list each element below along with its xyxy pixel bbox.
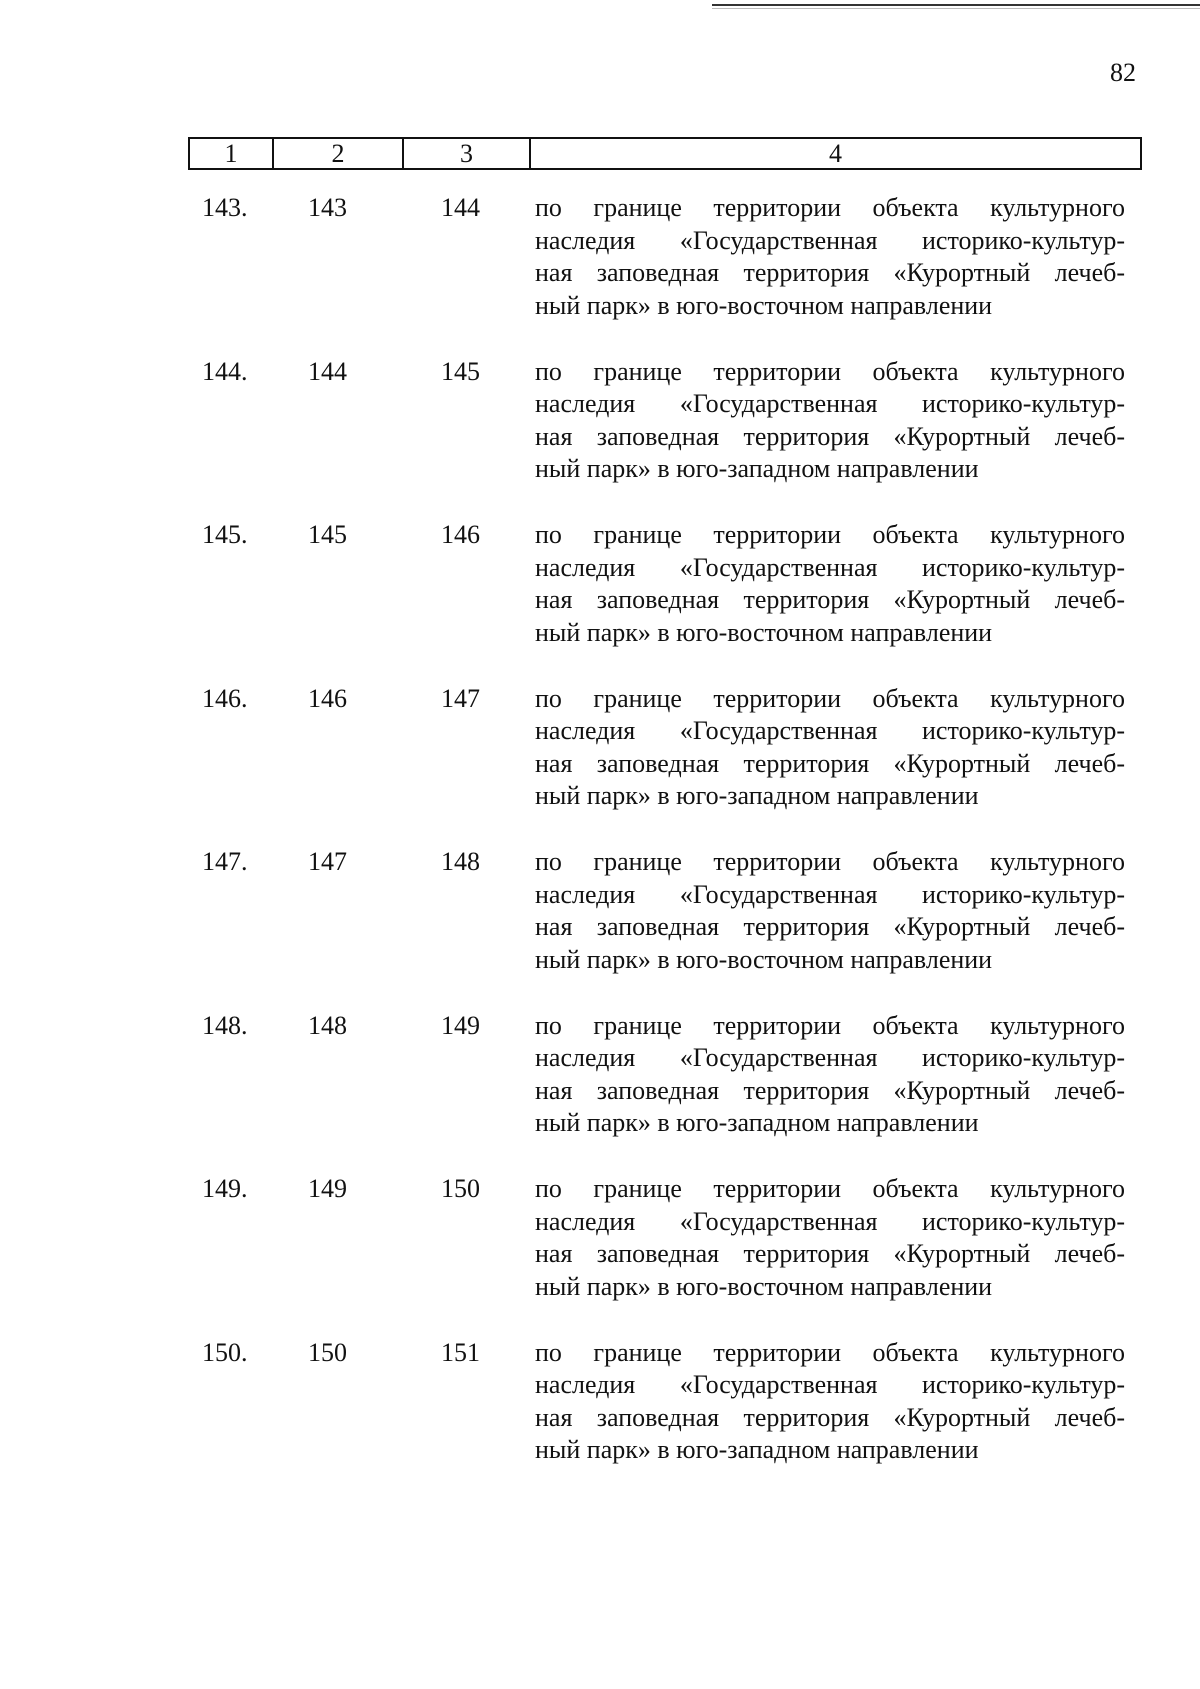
row-number: 150. (202, 1337, 248, 1367)
point-from: 150 (308, 1337, 347, 1367)
description-line: по границе территории объекта культурного (535, 847, 1125, 876)
top-border-rule-thin (712, 8, 1200, 9)
boundary-description (535, 192, 1125, 322)
description-line: наследия «Государственная историко-культур- (535, 1043, 1125, 1072)
row-number: 149. (202, 1174, 248, 1203)
top-border-rule (712, 4, 1200, 6)
point-from: 146 (308, 683, 347, 713)
description-line: ная заповедная территория «Курортный лечеб- (535, 1402, 1125, 1432)
point-to: 146 (441, 520, 480, 549)
table-row (188, 846, 1142, 1010)
description-line: ный парк» в юго-восточном направлении (535, 290, 993, 320)
table-body (188, 192, 1142, 1500)
point-to: 150 (441, 1174, 480, 1203)
header-cell-2: 2 (272, 139, 402, 168)
point-to: 144 (441, 193, 480, 222)
point-to: 151 (441, 1337, 480, 1367)
row-number: 143. (202, 193, 248, 222)
description-line: по границе территории объекта культурного (535, 356, 1125, 386)
table-row (188, 192, 1142, 356)
description-line: ный парк» в юго-восточном направлении (535, 617, 993, 647)
description-line: наследия «Государственная историко-культур- (535, 879, 1125, 909)
row-number: 146. (202, 683, 248, 713)
boundary-description (535, 1010, 1125, 1140)
boundary-description (535, 356, 1125, 486)
description-line: ный парк» в юго-западном направлении (535, 1435, 979, 1464)
point-from: 149 (308, 1174, 347, 1203)
description-line: ный парк» в юго-восточном направлении (535, 1271, 993, 1301)
description-line: ный парк» в юго-западном направлении (535, 781, 979, 810)
description-line: наследия «Государственная историко-культур- (535, 552, 1125, 582)
boundary-description (535, 519, 1125, 649)
description-line: ная заповедная территория «Курортный лечеб- (535, 912, 1125, 941)
description-line: наследия «Государственная историко-культур- (535, 716, 1125, 745)
table-row (188, 1337, 1142, 1501)
row-number: 148. (202, 1010, 248, 1040)
header-cell-4: 4 (529, 139, 1140, 168)
description-line: ная заповедная территория «Курортный лечеб- (535, 748, 1125, 778)
point-to: 149 (441, 1010, 480, 1040)
point-from: 147 (308, 847, 347, 876)
point-to: 145 (441, 356, 480, 386)
description-line: по границе территории объекта культурного (535, 1337, 1125, 1367)
description-line: ная заповедная территория «Курортный лечеб- (535, 1075, 1125, 1105)
description-line: ный парк» в юго-западном направлении (535, 1108, 979, 1137)
point-to: 148 (441, 847, 480, 876)
table-row (188, 683, 1142, 847)
row-number: 147. (202, 847, 248, 876)
description-line: по границе территории объекта культурного (535, 1010, 1125, 1040)
row-number: 145. (202, 520, 248, 549)
description-line: ный парк» в юго-западном направлении (535, 454, 979, 483)
point-from: 144 (308, 356, 347, 386)
description-line: наследия «Государственная историко-культур- (535, 1370, 1125, 1399)
point-from: 148 (308, 1010, 347, 1040)
point-to: 147 (441, 683, 480, 713)
boundary-description (535, 846, 1125, 976)
table-header-row (188, 137, 1142, 170)
table-row (188, 1173, 1142, 1337)
header-cell-3: 3 (402, 139, 529, 168)
description-line: наследия «Государственная историко-культур- (535, 1206, 1125, 1236)
description-line: по границе территории объекта культурного (535, 683, 1125, 713)
description-line: по границе территории объекта культурного (535, 193, 1125, 222)
description-line: ный парк» в юго-восточном направлении (535, 944, 993, 974)
header-cell-1: 1 (224, 138, 238, 168)
point-from: 143 (308, 193, 347, 222)
boundary-description (535, 1337, 1125, 1467)
description-line: наследия «Государственная историко-культур- (535, 389, 1125, 418)
description-line: наследия «Государственная историко-культур- (535, 225, 1125, 255)
description-line: по границе территории объекта культурного (535, 1174, 1125, 1203)
description-line: ная заповедная территория «Курортный лечеб- (535, 585, 1125, 614)
description-line: ная заповедная территория «Курортный лечеб- (535, 421, 1125, 451)
page-number: 82 (1110, 58, 1136, 87)
description-line: ная заповедная территория «Курортный лечеб- (535, 258, 1125, 287)
boundary-description (535, 1173, 1125, 1303)
point-from: 145 (308, 520, 347, 549)
table-row (188, 356, 1142, 520)
row-number: 144. (202, 356, 248, 386)
boundary-description (535, 683, 1125, 813)
description-line: по границе территории объекта культурного (535, 520, 1125, 549)
table-row (188, 519, 1142, 683)
table-row (188, 1010, 1142, 1174)
description-line: ная заповедная территория «Курортный лечеб- (535, 1239, 1125, 1268)
